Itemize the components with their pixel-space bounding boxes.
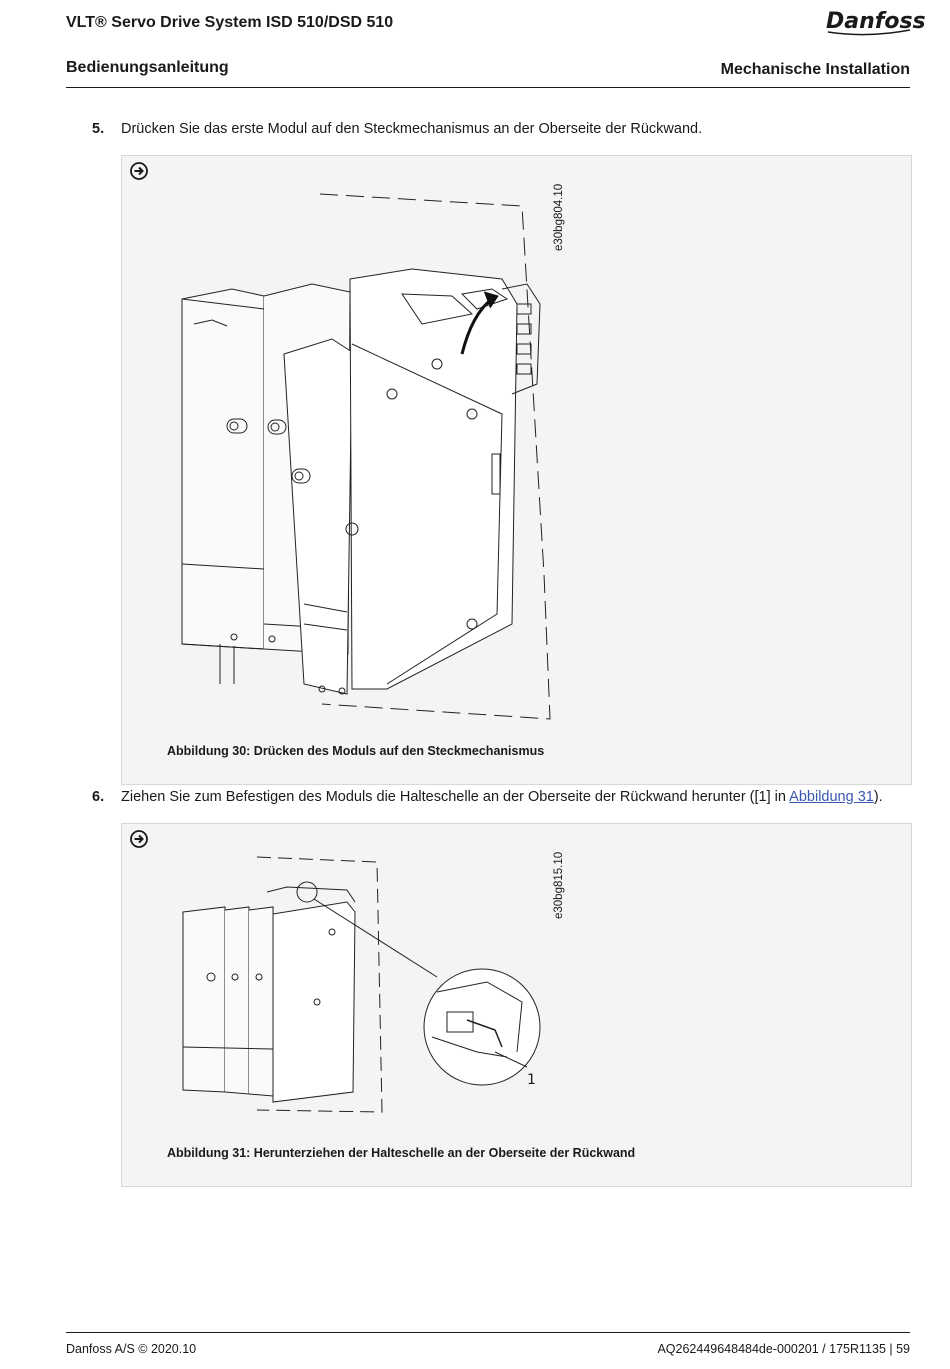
figure-31-link[interactable]: Abbildung 31 [789,789,874,805]
arrow-circle-icon [130,830,148,848]
logo-wordmark: Danfoss [826,9,926,34]
document-subtitle: Bedienungsanleitung [66,59,229,76]
arrow-circle-icon [130,162,148,180]
figure-caption: Abbildung 31: Herunterziehen der Halteschelle an der Oberseite der Rückwand [167,1146,636,1160]
header-rule [66,87,910,88]
clamp-pull-illustration [177,852,557,1114]
step-text [121,789,883,805]
step-number: 5. [92,121,105,137]
callout-label: 1 [527,1072,536,1088]
footer-copyright: Danfoss A/S © 2020.10 [66,1342,197,1356]
figure-caption: Abbildung 30: Drücken des Moduls auf den Steckmechanismus [167,744,545,758]
figure-31 [121,823,912,1187]
footer-doc-id-page: AQ262449648484de-000201 / 175R1135 | 59 [657,1342,910,1356]
document-title: VLT® Servo Drive System ISD 510/DSD 510 [66,14,394,31]
module-push-illustration [172,184,612,724]
step-text-after: ). [873,789,883,805]
figure-30 [121,155,912,785]
figure-code: e30bg815.10 [553,851,565,919]
section-title: Mechanische Installation [720,61,910,78]
danfoss-logo [822,2,926,38]
step-text: Drücken Sie das erste Modul auf den Steckmechanismus an der Oberseite der Rückwand. [121,121,703,137]
step-number: 6. [92,789,105,805]
figure-code: e30bg804.10 [553,183,565,251]
footer-rule [66,1332,910,1333]
step-text-before: Ziehen Sie zum Befestigen des Moduls die Halteschelle an der Oberseite der Rückwand herunter ([1] in [121,789,790,805]
